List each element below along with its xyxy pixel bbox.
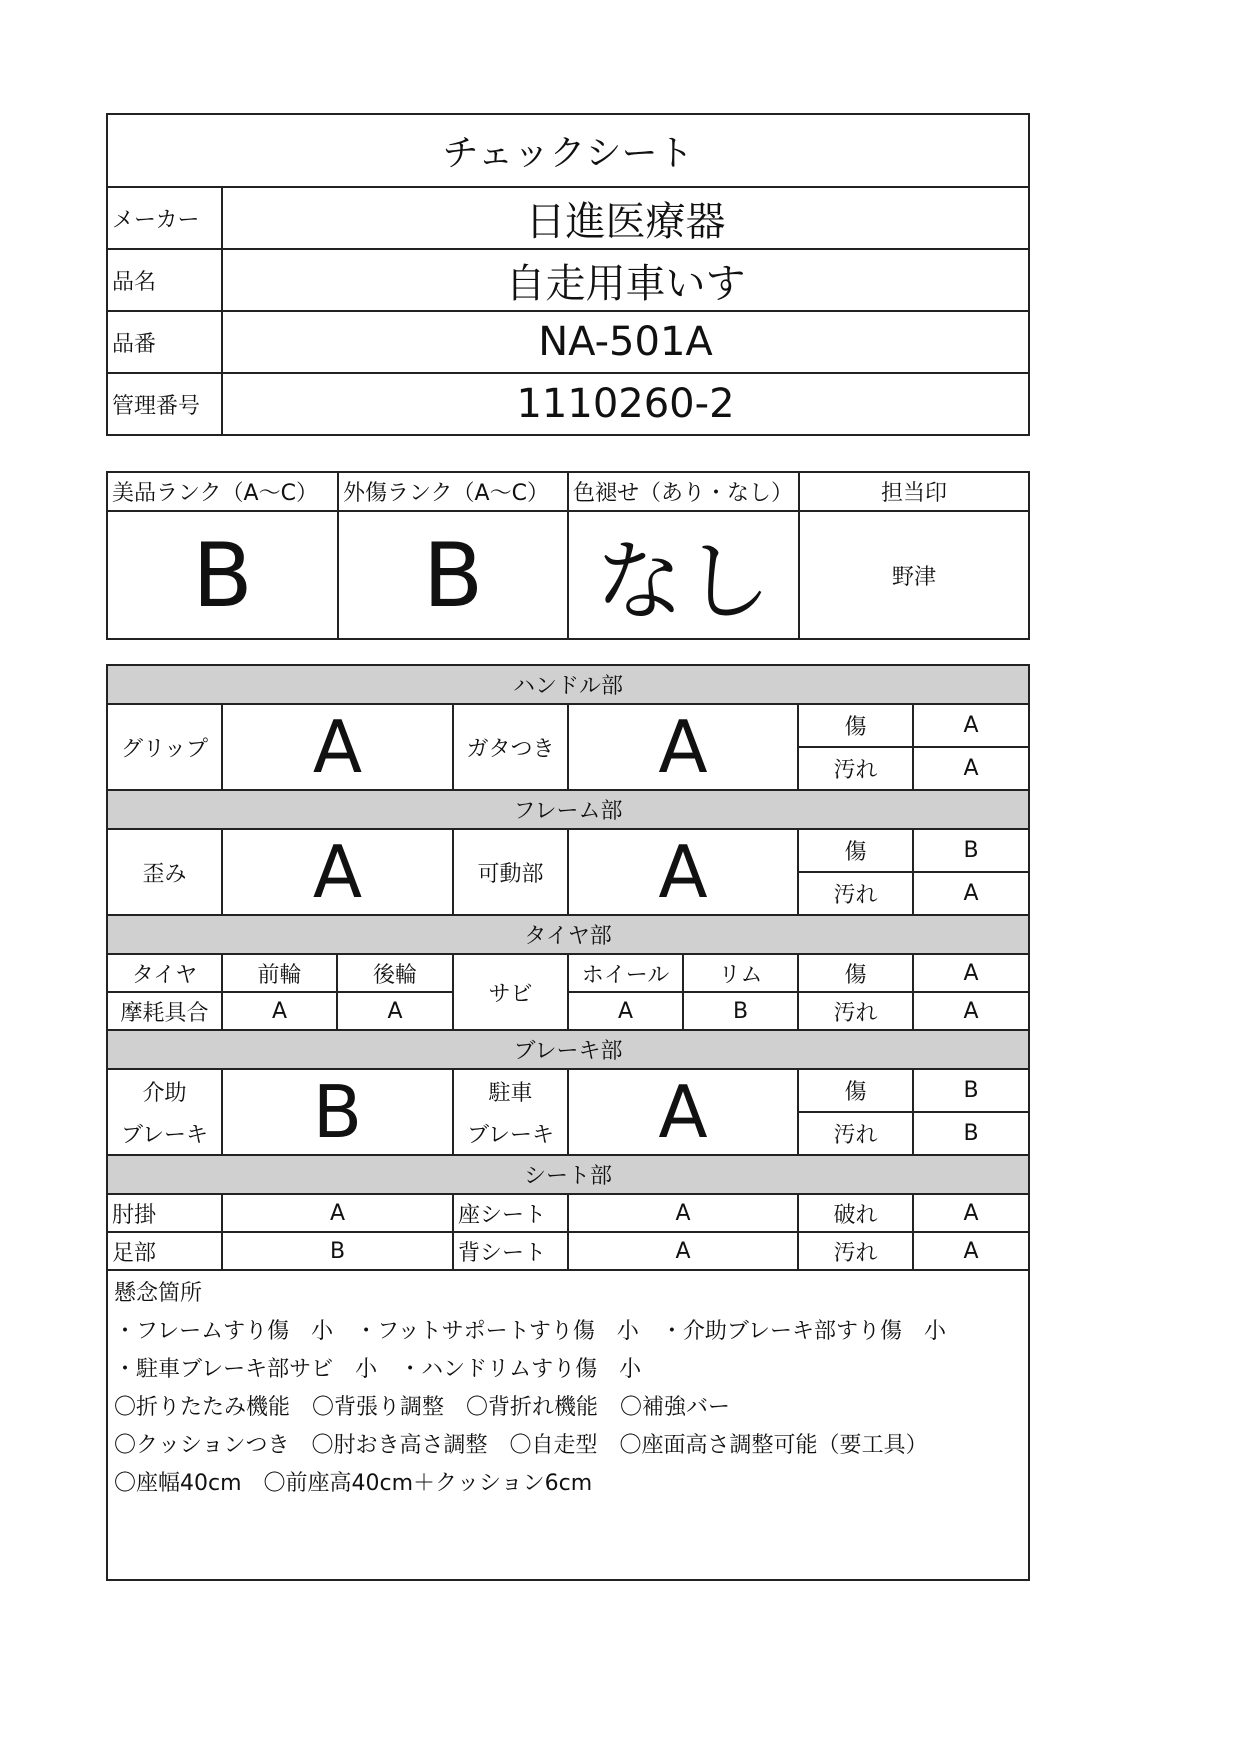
brake-scratch-value: B — [913, 1069, 1029, 1112]
inspection-table — [106, 664, 1030, 1581]
section-brake: ブレーキ部 — [107, 1030, 1029, 1069]
section-frame: フレーム部 — [107, 790, 1029, 829]
frame-scratch-label: 傷 — [798, 829, 913, 872]
grip-label: グリップ — [107, 704, 222, 790]
feature-line: 〇クッションつき 〇肘おき高さ調整 〇自走型 〇座面高さ調整可能（要工具） — [114, 1433, 928, 1458]
concerns-box — [107, 1270, 1029, 1580]
footrest-label: 足部 — [107, 1232, 222, 1270]
fading-value: なし — [568, 511, 799, 639]
warp-value: A — [222, 829, 453, 915]
assist-brake-label-line2: ブレーキ — [107, 1112, 222, 1155]
concerns-title: 懸念箇所 — [114, 1281, 203, 1306]
maker-value: 日進医療器 — [222, 187, 1029, 249]
warp-label: 歪み — [107, 829, 222, 915]
rattle-value: A — [568, 704, 798, 790]
feature-line: 〇座幅40cm 〇前座高40cm＋クッション6cm — [114, 1471, 593, 1496]
tire-dirt-value: A — [913, 992, 1029, 1030]
tire-scratch-value: A — [913, 954, 1029, 992]
seat-dirt-value: A — [913, 1232, 1029, 1270]
brake-scratch-label: 傷 — [798, 1069, 913, 1112]
damage-rank-header: 外傷ランク（A～C） — [338, 472, 568, 511]
tire-scratch-label: 傷 — [798, 954, 913, 992]
frame-scratch-value: B — [913, 829, 1029, 872]
parking-brake-value: A — [568, 1069, 798, 1155]
parking-brake-label-line2: ブレーキ — [453, 1112, 568, 1155]
armrest-value: A — [222, 1194, 453, 1232]
handle-dirt-label: 汚れ — [798, 747, 913, 790]
rear-wheel-label: 後輪 — [337, 954, 453, 992]
tire-wear-label-line1: タイヤ — [107, 954, 222, 992]
parking-brake-label-line1: 駐車 — [453, 1069, 568, 1112]
back-sheet-label: 背シート — [453, 1232, 568, 1270]
section-tire: タイヤ部 — [107, 915, 1029, 954]
front-wheel-label: 前輪 — [222, 954, 337, 992]
beauty-rank-value: B — [107, 511, 338, 639]
grip-value: A — [222, 704, 453, 790]
damage-rank-value: B — [338, 511, 568, 639]
seat-dirt-label: 汚れ — [798, 1232, 913, 1270]
concern-line: ・駐車ブレーキ部サビ 小 ・ハンドリムすり傷 小 — [114, 1357, 642, 1382]
moving-part-value: A — [568, 829, 798, 915]
tire-wear-label-line2: 摩耗具合 — [107, 992, 222, 1030]
handle-scratch-value: A — [913, 704, 1029, 747]
fading-header: 色褪せ（あり・なし） — [568, 472, 799, 511]
product-name-label: 品名 — [107, 249, 222, 311]
product-name-value: 自走用車いす — [222, 249, 1029, 311]
wheel-value: A — [568, 992, 683, 1030]
front-wheel-value: A — [222, 992, 337, 1030]
section-seat: シート部 — [107, 1155, 1029, 1194]
handle-scratch-label: 傷 — [798, 704, 913, 747]
brake-dirt-value: B — [913, 1112, 1029, 1155]
section-handle: ハンドル部 — [107, 665, 1029, 704]
rim-value: B — [683, 992, 798, 1030]
sheet-title: チェックシート — [107, 114, 1029, 187]
rust-label: サビ — [453, 954, 568, 1030]
seat-sheet-label: 座シート — [453, 1194, 568, 1232]
handle-dirt-value: A — [913, 747, 1029, 790]
management-number-label: 管理番号 — [107, 373, 222, 435]
seat-tear-label: 破れ — [798, 1194, 913, 1232]
back-sheet-value: A — [568, 1232, 798, 1270]
seat-tear-value: A — [913, 1194, 1029, 1232]
frame-dirt-value: A — [913, 872, 1029, 915]
frame-dirt-label: 汚れ — [798, 872, 913, 915]
product-number-label: 品番 — [107, 311, 222, 373]
maker-label: メーカー — [107, 187, 222, 249]
header-table — [106, 113, 1030, 436]
moving-part-label: 可動部 — [453, 829, 568, 915]
product-number-value: NA-501A — [222, 311, 1029, 373]
footrest-value: B — [222, 1232, 453, 1270]
rattle-label: ガタつき — [453, 704, 568, 790]
beauty-rank-header: 美品ランク（A～C） — [107, 472, 338, 511]
inspector-stamp-value: 野津 — [799, 511, 1029, 639]
rim-label: リム — [683, 954, 798, 992]
inspector-stamp-header: 担当印 — [799, 472, 1029, 511]
feature-line: 〇折りたたみ機能 〇背張り調整 〇背折れ機能 〇補強バー — [114, 1395, 731, 1420]
brake-dirt-label: 汚れ — [798, 1112, 913, 1155]
rear-wheel-value: A — [337, 992, 453, 1030]
seat-sheet-value: A — [568, 1194, 798, 1232]
armrest-label: 肘掛 — [107, 1194, 222, 1232]
rank-table — [106, 471, 1030, 640]
tire-dirt-label: 汚れ — [798, 992, 913, 1030]
assist-brake-label-line1: 介助 — [107, 1069, 222, 1112]
wheel-label: ホイール — [568, 954, 683, 992]
assist-brake-value: B — [222, 1069, 453, 1155]
concern-line: ・フレームすり傷 小 ・フットサポートすり傷 小 ・介助ブレーキ部すり傷 小 — [114, 1319, 947, 1344]
management-number-value: 1110260-2 — [222, 373, 1029, 435]
